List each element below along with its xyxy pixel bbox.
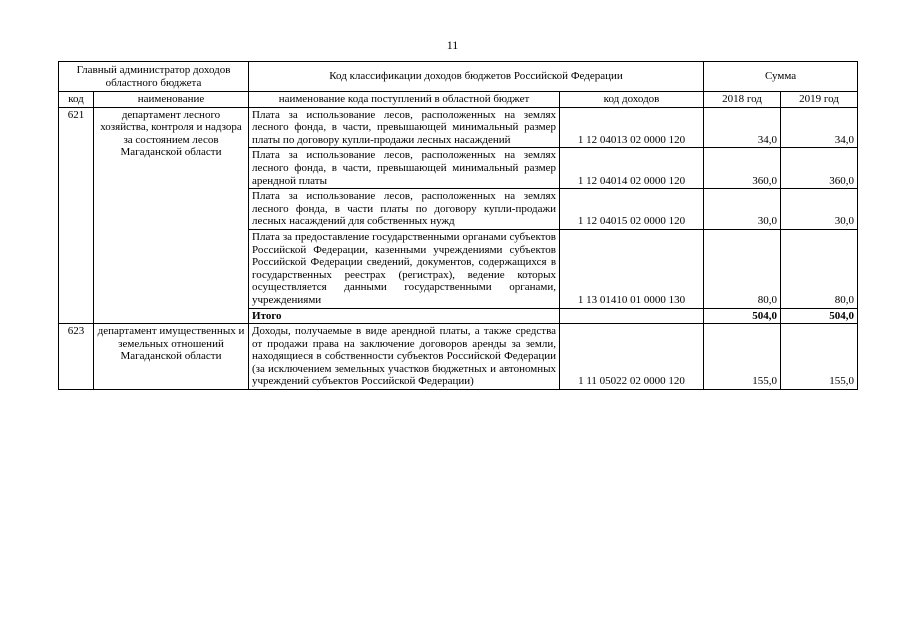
admin-name: департамент лесного хозяйства, контроля и надзора за состоянием лесов Магаданской области — [94, 107, 249, 324]
amount-2019: 155,0 — [781, 324, 858, 390]
header-row-sub — [59, 92, 858, 108]
amount-2019: 80,0 — [781, 229, 858, 308]
total-2018: 504,0 — [704, 308, 781, 324]
amount-2019: 30,0 — [781, 189, 858, 230]
header-classification: Код классификации доходов бюджетов Российской Федерации — [249, 62, 704, 92]
total-label: Итого — [249, 308, 560, 324]
income-code: 1 12 04015 02 0000 120 — [560, 189, 704, 230]
amount-2018: 30,0 — [704, 189, 781, 230]
header-row-top — [59, 62, 858, 92]
income-code: 1 12 04014 02 0000 120 — [560, 148, 704, 189]
amount-2018: 80,0 — [704, 229, 781, 308]
header-code: код — [59, 92, 94, 108]
amount-2019: 360,0 — [781, 148, 858, 189]
income-description: Плата за предоставление государственными органами субъектов Российской Федерации, казенными учреждениями субъектов Российской Федерации сведений, документов, содержащихся в государственных реестрах (регистрах), ведение которых осуществляется данными государственными органами, учреждениями — [249, 229, 560, 308]
header-income-code: код доходов — [560, 92, 704, 108]
income-description: Доходы, получаемые в виде арендной платы, а также средства от продажи права на заключение договоров аренды за земли, находящиеся в собственности субъектов Российской Федерации (за исключением земельных участков бюджетных и автономных учреждений субъектов Российской Федерации) — [249, 324, 560, 390]
admin-code: 623 — [59, 324, 94, 390]
total-code-empty — [560, 308, 704, 324]
header-name: наименование — [94, 92, 249, 108]
amount-2018: 34,0 — [704, 107, 781, 148]
total-2019: 504,0 — [781, 308, 858, 324]
header-admin: Главный администратор доходов областного бюджета — [59, 62, 249, 92]
income-description: Плата за использование лесов, расположенных на землях лесного фонда, в части, превышающей минимальный размер платы по договору купли-продажи лесных насаждений — [249, 107, 560, 148]
table-row — [59, 107, 858, 148]
header-year-2019: 2019 год — [781, 92, 858, 108]
header-income-name: наименование кода поступлений в областной бюджет — [249, 92, 560, 108]
budget-revenue-table — [58, 61, 858, 390]
page-number: 11 — [446, 38, 459, 52]
admin-code: 621 — [59, 107, 94, 324]
income-code: 1 11 05022 02 0000 120 — [560, 324, 704, 390]
income-description: Плата за использование лесов, расположенных на землях лесного фонда, в части, превышающей минимальный размер арендной платы — [249, 148, 560, 189]
header-year-2018: 2018 год — [704, 92, 781, 108]
header-sum: Сумма — [704, 62, 858, 92]
income-code: 1 12 04013 02 0000 120 — [560, 107, 704, 148]
amount-2019: 34,0 — [781, 107, 858, 148]
income-description: Плата за использование лесов, расположенных на землях лесного фонда, в части платы по договору купли-продажи лесных насаждений для собственных нужд — [249, 189, 560, 230]
amount-2018: 360,0 — [704, 148, 781, 189]
amount-2018: 155,0 — [704, 324, 781, 390]
table-row — [59, 324, 858, 390]
admin-name: департамент имущественных и земельных отношений Магаданской области — [94, 324, 249, 390]
income-code: 1 13 01410 01 0000 130 — [560, 229, 704, 308]
